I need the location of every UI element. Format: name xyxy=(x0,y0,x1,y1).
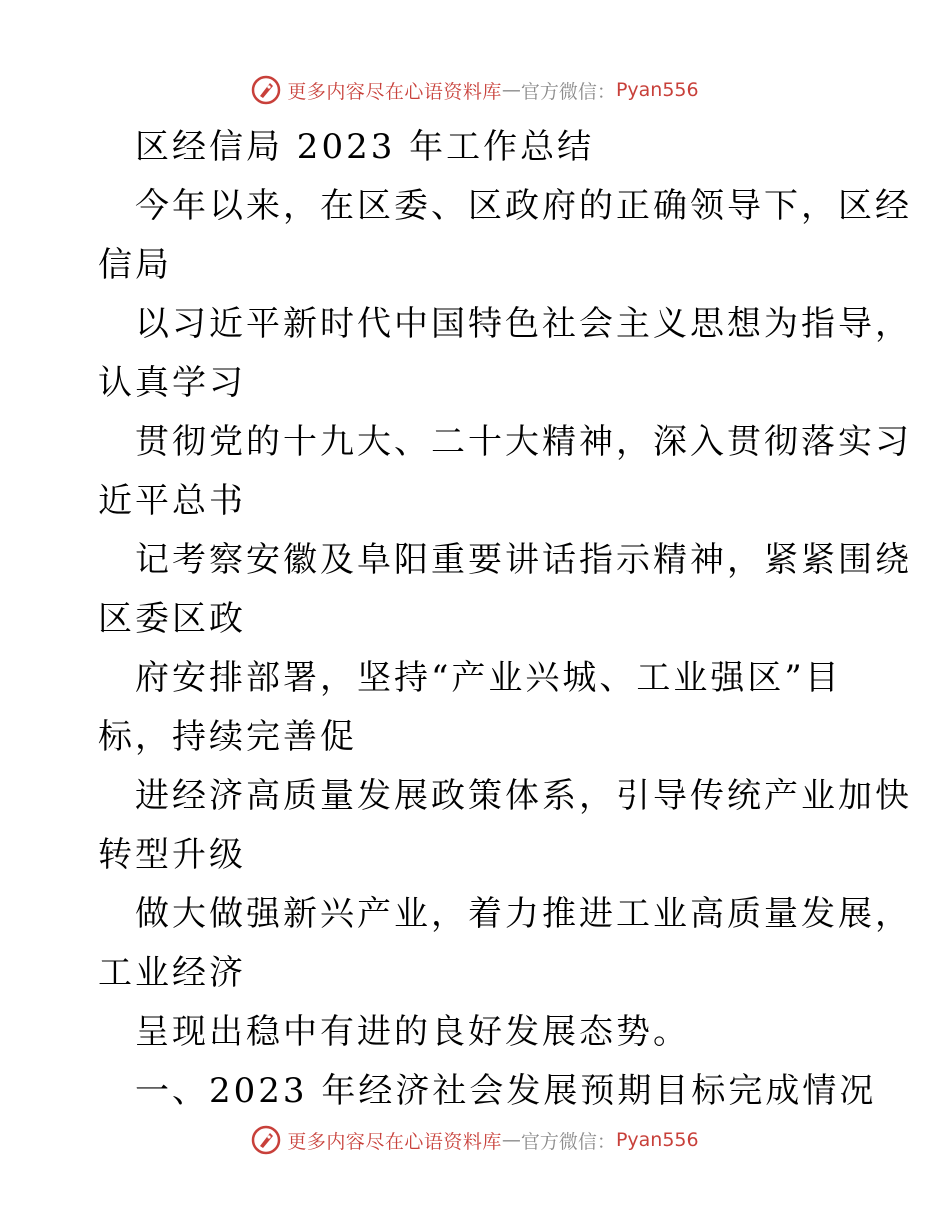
watermark-wechat-label: 官方微信： xyxy=(520,1130,616,1153)
watermark-dash: — xyxy=(501,79,521,101)
paragraph-line: 认真学习 xyxy=(98,363,246,403)
watermark-dash: — xyxy=(501,1129,521,1151)
document-title: 区经信局 2023 年工作总结 xyxy=(135,127,595,167)
watermark-wechat-label: 官方微信： xyxy=(520,80,616,103)
paragraph-line: 以习近平新时代中国特色社会主义思想为指导， xyxy=(135,304,912,344)
paragraph-line: 呈现出稳中有进的良好发展态势。 xyxy=(135,1012,690,1052)
pen-nib-icon xyxy=(251,1125,281,1155)
paragraph-line: 信局 xyxy=(98,245,172,285)
watermark-banner-top xyxy=(0,72,950,108)
paragraph-line: 进经济高质量发展政策体系，引导传统产业加快 xyxy=(135,776,912,816)
paragraph-line: 府安排部署，坚持“产业兴城、工业强区”目 xyxy=(135,658,842,698)
paragraph-line: 记考察安徽及阜阳重要讲话指示精神，紧紧围绕 xyxy=(135,540,912,580)
paragraph-line: 区委区政 xyxy=(98,599,246,639)
paragraph-line: 今年以来，在区委、区政府的正确领导下，区经 xyxy=(135,186,912,226)
paragraph-line: 转型升级 xyxy=(98,835,246,875)
section-heading: 一、2023 年经济社会发展预期目标完成情况 xyxy=(135,1071,877,1111)
paragraph-line: 做大做强新兴产业，着力推进工业高质量发展， xyxy=(135,894,912,934)
paragraph-line: 工业经济 xyxy=(98,953,246,993)
watermark-main-text: 更多内容尽在心语资料库 xyxy=(287,1130,502,1153)
watermark-wechat-id: Pyan556 xyxy=(615,79,699,101)
paragraph-line: 贯彻党的十九大、二十大精神，深入贯彻落实习 xyxy=(135,422,912,462)
document-body xyxy=(98,118,912,1121)
watermark-main-text: 更多内容尽在心语资料库 xyxy=(287,80,502,103)
watermark-banner-bottom xyxy=(0,1122,950,1158)
pen-nib-icon xyxy=(251,75,281,105)
watermark-wechat-id: Pyan556 xyxy=(615,1129,699,1151)
paragraph-line: 近平总书 xyxy=(98,481,246,521)
paragraph-line: 标，持续完善促 xyxy=(98,717,357,757)
